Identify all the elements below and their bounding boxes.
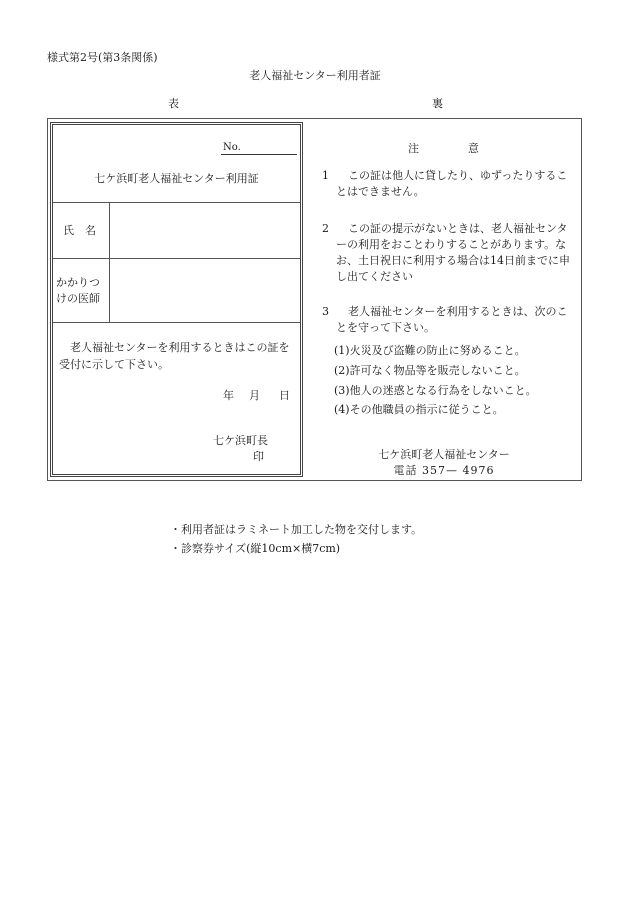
mayor-label: 七ケ浜町長: [213, 434, 268, 447]
card-back: [306, 118, 582, 481]
rule-item: (4)その他職員の指示に従うこと。: [334, 403, 504, 416]
month-label: 月: [249, 389, 260, 402]
day-label: 日: [279, 389, 290, 402]
form-number: 様式第2号(第3条関係): [47, 51, 158, 64]
name-label: 氏 名: [63, 224, 96, 237]
note-item: [322, 168, 572, 200]
usage-notice: 老人福祉センターを利用するときはこの証を受付に示して下さい。: [59, 341, 290, 371]
rule-item: (2)許可なく物品等を販売しないこと。: [334, 364, 526, 377]
note-text: この証の提示がないときは、老人福祉センターの利用をおことわりすることがあります。なお、土日祝日に利用する場合は14日前までに申し出てください: [336, 222, 570, 283]
mayor-signature: [213, 432, 300, 464]
note-number: 2: [322, 222, 329, 235]
doctor-label-line1: かかりつ: [56, 276, 100, 289]
note-item: [322, 221, 572, 285]
note-number: 3: [322, 305, 329, 318]
divider: [53, 202, 300, 203]
seal-label: 印: [253, 450, 264, 463]
notes-title: 注 意: [408, 142, 480, 155]
document-title: 老人福祉センター利用者証: [249, 69, 381, 82]
note-item: [322, 304, 572, 336]
note-text: 老人福祉センターを利用するときは、次のことを守って下さい。: [336, 305, 568, 334]
back-side-label: 裏: [432, 97, 443, 110]
divider: [53, 322, 300, 323]
card-front: [50, 122, 303, 477]
bullet-note: ・利用者証はラミネート加工した物を交付します。: [170, 523, 423, 536]
date-row: [223, 387, 290, 403]
rule-item: (3)他人の迷惑となる行為をしないこと。: [334, 384, 537, 397]
doctor-label: [56, 275, 100, 307]
rule-item: (1)火災及び盗難の防止に努めること。: [334, 344, 526, 357]
doctor-label-line2: けの医師: [56, 292, 100, 305]
year-label: 年: [223, 389, 234, 402]
note-number: 1: [322, 169, 329, 182]
card-title: 七ケ浜町老人福祉センター利用証: [94, 172, 259, 185]
front-side-label: 表: [168, 97, 179, 110]
note-text: この証は他人に貸したり、ゆずったりすることはできません。: [336, 169, 568, 198]
divider: [53, 258, 300, 259]
bullet-note: ・診察券サイズ(縦10cm×横7cm): [170, 542, 341, 555]
org-name: 七ケ浜町老人福祉センター: [378, 448, 510, 461]
number-field: No.: [221, 142, 297, 155]
column-divider: [109, 202, 110, 322]
org-phone: 電話 357— 4976: [393, 464, 495, 477]
